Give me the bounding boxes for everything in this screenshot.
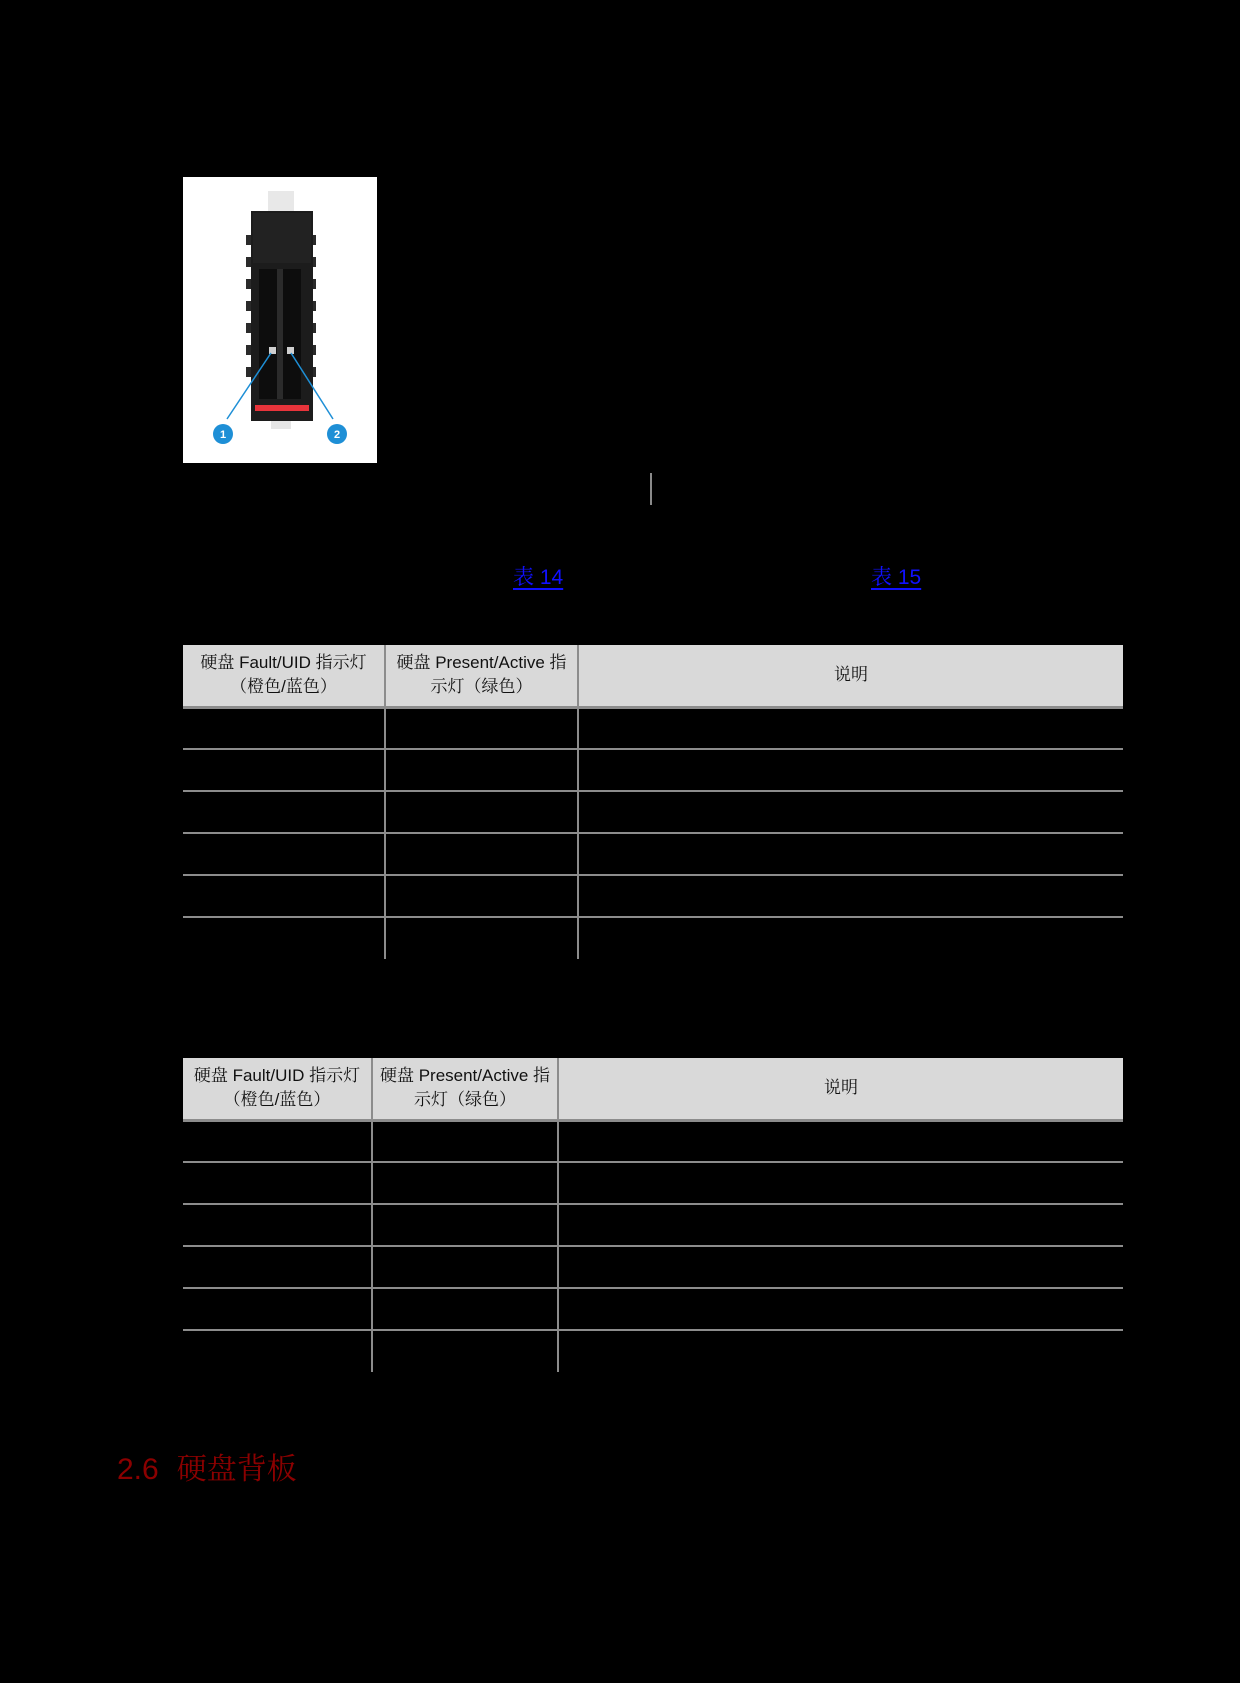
col-present-active-led: 硬盘 Present/Active 指示灯（绿色） xyxy=(385,645,578,707)
table-row xyxy=(183,1162,1123,1204)
table-row xyxy=(183,1204,1123,1246)
table-row xyxy=(183,875,1123,917)
cell xyxy=(558,1330,1123,1372)
callout-2 xyxy=(327,424,347,444)
link-table-15[interactable]: 表 15 xyxy=(871,566,922,589)
cell xyxy=(578,707,1123,749)
cell xyxy=(183,1330,372,1372)
cell xyxy=(578,833,1123,875)
cell xyxy=(372,1330,558,1372)
led-status-table-14 xyxy=(183,645,1123,959)
cell xyxy=(183,1162,372,1204)
table-row xyxy=(183,917,1123,959)
drive-panel-figure xyxy=(183,177,377,463)
section-heading xyxy=(117,1444,297,1488)
table-row xyxy=(183,1288,1123,1330)
text-cursor xyxy=(650,473,652,505)
cell xyxy=(372,1288,558,1330)
table-row xyxy=(183,791,1123,833)
cell xyxy=(385,833,578,875)
link-table-14[interactable]: 表 14 xyxy=(513,566,564,589)
col-present-active-led: 硬盘 Present/Active 指示灯（绿色） xyxy=(372,1058,558,1120)
col-description: 说明 xyxy=(578,645,1123,707)
cell xyxy=(183,1120,372,1162)
table-row xyxy=(183,1120,1123,1162)
cell xyxy=(578,917,1123,959)
cell xyxy=(183,749,385,791)
cell xyxy=(578,791,1123,833)
cell xyxy=(372,1204,558,1246)
table-row xyxy=(183,749,1123,791)
cell xyxy=(183,1204,372,1246)
cell xyxy=(183,833,385,875)
svg-text:1: 1 xyxy=(219,429,227,441)
cell xyxy=(385,749,578,791)
cell xyxy=(183,1246,372,1288)
svg-text:2: 2 xyxy=(333,429,341,441)
cell xyxy=(372,1246,558,1288)
callout-1 xyxy=(213,424,233,444)
cell xyxy=(578,749,1123,791)
fault-uid-led xyxy=(269,347,276,354)
cell xyxy=(558,1204,1123,1246)
section-number: 2.6 xyxy=(117,1453,159,1486)
cell xyxy=(578,875,1123,917)
cell xyxy=(183,1288,372,1330)
section-title: 硬盘背板 xyxy=(176,1453,297,1486)
cell xyxy=(558,1246,1123,1288)
cell xyxy=(558,1162,1123,1204)
cell xyxy=(183,917,385,959)
cell xyxy=(183,707,385,749)
col-fault-uid-led: 硬盘 Fault/UID 指示灯（橙色/蓝色） xyxy=(183,1058,372,1120)
table-row xyxy=(183,1330,1123,1372)
table-header-row xyxy=(183,1058,1123,1120)
cell xyxy=(385,917,578,959)
table-header-row xyxy=(183,645,1123,707)
col-description: 说明 xyxy=(558,1058,1123,1120)
release-latch xyxy=(255,405,309,411)
table-row xyxy=(183,1246,1123,1288)
present-active-led xyxy=(287,347,294,354)
col-fault-uid-led: 硬盘 Fault/UID 指示灯（橙色/蓝色） xyxy=(183,645,385,707)
cell xyxy=(558,1120,1123,1162)
table-row xyxy=(183,707,1123,749)
cell xyxy=(385,875,578,917)
cell xyxy=(183,791,385,833)
cell xyxy=(385,791,578,833)
cell xyxy=(372,1162,558,1204)
cell xyxy=(372,1120,558,1162)
cell xyxy=(183,875,385,917)
table-row xyxy=(183,833,1123,875)
hard-drive-tray-image xyxy=(183,177,377,463)
cell xyxy=(385,707,578,749)
cell xyxy=(558,1288,1123,1330)
led-status-table-15 xyxy=(183,1058,1123,1372)
